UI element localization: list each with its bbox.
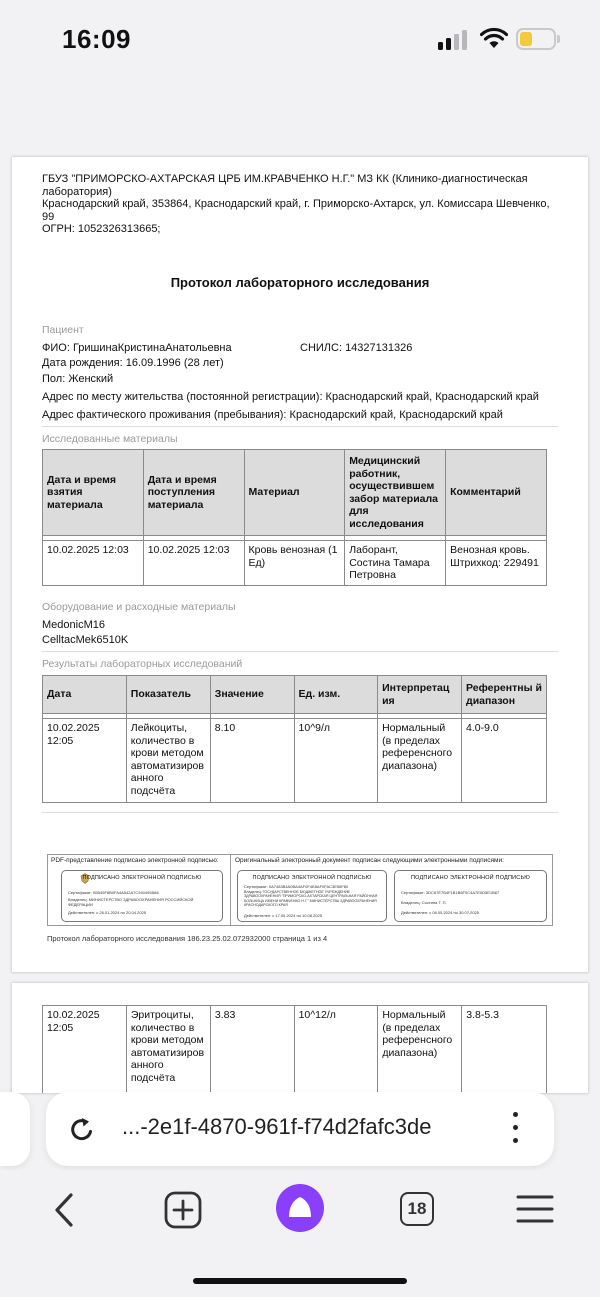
materials-table — [42, 449, 547, 586]
address-registration: Адрес по месту жительства (постоянной регистрации): Краснодарский край, Краснодарский край — [42, 391, 539, 403]
address-bar[interactable] — [46, 1092, 554, 1166]
signature-stamp: ПОДПИСАНО ЭЛЕКТРОННОЙ ПОДПИСЬЮ Сертификат: 0A7483B4A0BA4AF0F4E8AF0FAC3E56F80 Владелец: ГОСУДАРСТВЕННОЕ БЮДЖЕТНОЕ УЧРЕЖДЕНИЕ ЗДРАВООХРАНЕНИЯ "ПРИМОРСКО-АХТАРСКАЯ ЦЕНТРАЛЬНАЯ РАЙОННАЯ БОЛЬНИЦА ИМЕНИ КРАВЧЕНКО Н.Г." МИНИСТЕРСТВА ЗДРАВООХРАНЕНИЯ КРАСНОДАРСКОГО КРАЯ Действителен: с 17.05.2024 по 10.08.2025 — [237, 870, 387, 922]
signature-caption-right: Оригинальный электронный документ подписан следующими электронными подписями: — [235, 857, 504, 864]
results-table — [42, 675, 547, 803]
new-tab-icon[interactable] — [164, 1191, 202, 1229]
materials-section-label: Исследованные материалы — [42, 433, 178, 445]
home-indicator[interactable] — [193, 1278, 407, 1284]
patient-sex: Пол: Женский — [42, 373, 114, 385]
more-options-icon[interactable] — [511, 1112, 519, 1146]
reload-icon[interactable] — [66, 1113, 98, 1145]
pdf-page-1 — [12, 157, 588, 972]
browser-toolbar — [0, 1170, 600, 1297]
alice-assistant-icon[interactable] — [275, 1183, 325, 1233]
results-section-label: Результаты лабораторных исследований — [42, 658, 243, 670]
status-bar — [0, 0, 600, 72]
page-footer: Протокол лабораторного исследования 186.23.25.02.072932000 страница 1 из 4 — [47, 934, 328, 943]
previous-tab-card[interactable] — [0, 1092, 30, 1166]
results-table-header: Дата Показатель Значение Ед. изм. Интерпретац ия Референтны й диапазон — [43, 676, 547, 714]
document-title: Протокол лабораторного исследования — [170, 275, 430, 290]
patient-name: ФИО: ГришинаКристинаАнатольевна — [42, 342, 232, 354]
patient-snils: СНИЛС: 14327131326 — [300, 342, 413, 354]
pdf-page-2 — [12, 983, 588, 1093]
materials-table-header: Дата и время взятия материала Дата и время поступления материала Материал Медицинский работник, осуществившем забор материала для исследования Комментарий — [43, 450, 547, 536]
signature-block — [47, 854, 553, 926]
table-row: 10.02.2025 12:05 Эритроциты, количество в крови методом автоматизиров анного подсчёта 3.83 10^12/л Нормальный (в пределах референсного диапазона) 3.8-5.3 — [43, 1006, 547, 1094]
address-actual: Адрес фактического проживания (пребывания): Краснодарский край, Краснодарский край — [42, 409, 503, 421]
cellular-signal-icon — [438, 30, 468, 50]
equipment-section-label: Оборудование и расходные материалы — [42, 601, 236, 613]
battery-icon — [516, 28, 556, 50]
equipment-item: CelltacMek6510K — [42, 634, 129, 646]
menu-icon[interactable] — [516, 1194, 554, 1224]
status-time: 16:09 — [62, 24, 131, 54]
organization-header: ГБУЗ "ПРИМОРСКО-АХТАРСКАЯ ЦРБ ИМ.КРАВЧЕНКО Н.Г." МЗ КК (Клинико-диагностическая лаборатория) Краснодарский край, 353864, Краснодарский край, г. Приморско-Ахтарск, ул. Комиссара Шевченко, 99 ОГРН: 1052326313665; — [42, 173, 550, 235]
signature-stamp: ПОДПИСАНО ЭЛЕКТРОННОЙ ПОДПИСЬЮ Сертификат: 3DC67E7B4F1B1B6F0C4A7E0D5E1B67 Владелец: Состина Т. П. Действителен: с 06.05.2024 по 30.07.2025 — [394, 870, 547, 922]
url-text[interactable]: ...-2e1f-4870-961f-f74d2fafc3de — [122, 1114, 432, 1139]
patient-dob: Дата рождения: 16.09.1996 (28 лет) — [42, 357, 224, 369]
equipment-item: MedonicM16 — [42, 619, 105, 631]
signature-caption-left: PDF-представление подписано электронной подписью: — [51, 857, 219, 864]
signature-stamp: ПОДПИСАНО ЭЛЕКТРОННОЙ ПОДПИСЬЮ Сертификат: 00B45F8B0FA4A542A7C9404958A6 Владелец: МИНИСТЕРСТВО ЗДРАВООХРАНЕНИЯ РОССИЙСКОЙ ФЕДЕРАЦИИ Действителен: с 26.01.2024 по 20.04.2025 — [61, 870, 223, 922]
patient-section-label: Пациент — [42, 324, 84, 336]
back-icon[interactable] — [52, 1192, 76, 1228]
table-row: 10.02.2025 12:03 10.02.2025 12:03 Кровь венозная (1 Ед) Лаборант, Состина Тамара Петровна Венозная кровь. Штрихкод: 229491 — [43, 541, 547, 586]
results-table-continued — [42, 1005, 547, 1093]
table-row: 10.02.2025 12:05 Лейкоциты, количество в крови методом автоматизиров анного подсчёта 8.10 10^9/л Нормальный (в пределах референсного диапазона) 4.0-9.0 — [43, 719, 547, 803]
tabs-switcher-button[interactable]: 18 — [400, 1192, 434, 1226]
wifi-icon — [480, 27, 508, 49]
